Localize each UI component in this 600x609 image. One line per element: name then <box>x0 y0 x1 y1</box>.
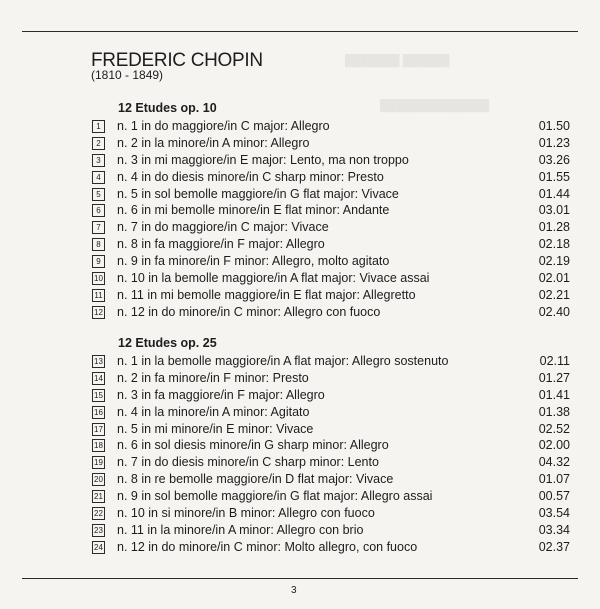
track-title: n. 1 in la bemolle maggiore/in A flat major: Allegro sostenuto <box>117 354 449 368</box>
track-number-box: 13 <box>92 355 105 368</box>
track-duration: 01.44 <box>538 186 570 201</box>
track-number-box: 18 <box>92 439 105 452</box>
track-title: n. 11 in la minore/in A minor: Allegro con brio <box>117 522 364 537</box>
track-number-box: 21 <box>92 490 105 503</box>
tracklist-op10 <box>92 118 570 321</box>
track-duration: 02.19 <box>538 254 570 269</box>
track-number-box: 5 <box>92 188 105 201</box>
track-title: n. 1 in do maggiore/in C major: Allegro <box>117 119 330 133</box>
track-row <box>92 404 570 421</box>
track-duration: 02.21 <box>538 287 570 302</box>
track-duration: 02.11 <box>539 354 570 368</box>
track-title: n. 2 in la minore/in A minor: Allegro <box>117 135 310 150</box>
track-duration: 02.37 <box>538 539 570 554</box>
track-duration: 02.18 <box>538 237 570 252</box>
track-number-box: 7 <box>92 221 105 234</box>
track-title: n. 2 in fa minore/in F minor: Presto <box>117 370 309 385</box>
track-duration: 01.27 <box>538 370 570 385</box>
track-title: n. 3 in fa maggiore/in F major: Allegro <box>117 387 325 402</box>
track-title: n. 7 in do diesis minore/in C sharp minor: Lento <box>117 455 379 470</box>
track-title: n. 8 in re bemolle maggiore/in D flat major: Vivace <box>117 472 394 487</box>
track-row <box>92 522 570 539</box>
show-through-text: ███████ ██████ <box>345 55 450 67</box>
track-row <box>92 186 570 203</box>
page-number: 3 <box>291 585 297 596</box>
track-row <box>92 287 570 304</box>
track-title: n. 9 in fa minore/in F minor: Allegro, molto agitato <box>117 254 390 269</box>
track-title: n. 9 in sol bemolle maggiore/in G flat major: Allegro assai <box>117 489 433 504</box>
track-duration: 01.38 <box>538 404 570 419</box>
track-row <box>92 270 570 287</box>
track-duration: 02.52 <box>538 421 570 436</box>
track-title: n. 12 in do minore/in C minor: Molto allegro, con fuoco <box>117 539 418 554</box>
track-row <box>92 421 570 438</box>
track-duration: 02.00 <box>538 438 570 453</box>
track-row <box>92 152 570 169</box>
track-row <box>92 370 570 387</box>
track-row <box>92 488 570 505</box>
track-row <box>92 304 570 321</box>
section-title-op25: 12 Etudes op. 25 <box>118 336 217 350</box>
show-through-text: ██████████████ <box>380 100 490 112</box>
track-number-box: 23 <box>92 524 105 537</box>
track-duration: 01.23 <box>538 135 570 150</box>
bottom-rule <box>22 578 578 579</box>
track-number-box: 4 <box>92 171 105 184</box>
track-row <box>92 454 570 471</box>
track-number-box: 12 <box>92 306 105 319</box>
track-duration: 00.57 <box>538 489 570 504</box>
track-title: n. 3 in mi maggiore/in E major: Lento, ma non troppo <box>117 152 409 167</box>
track-title: n. 7 in do maggiore/in C major: Vivace <box>117 220 329 235</box>
track-number-box: 19 <box>92 456 105 469</box>
track-duration: 01.55 <box>538 169 570 184</box>
track-row <box>92 118 570 135</box>
section-title-op10: 12 Etudes op. 10 <box>118 101 217 115</box>
track-duration: 01.41 <box>538 387 570 402</box>
track-title: n. 5 in mi minore/in E minor: Vivace <box>117 421 314 436</box>
track-number-box: 22 <box>92 507 105 520</box>
composer-dates: (1810 - 1849) <box>91 68 164 82</box>
track-row <box>92 236 570 253</box>
track-number-box: 16 <box>92 406 105 419</box>
track-number-box: 6 <box>92 204 105 217</box>
track-duration: 01.07 <box>538 472 570 487</box>
track-title: n. 5 in sol bemolle maggiore/in G flat major: Vivace <box>117 186 399 201</box>
track-number-box: 9 <box>92 255 105 268</box>
track-title: n. 11 in mi bemolle maggiore/in E flat major: Allegretto <box>117 287 416 302</box>
track-row <box>92 202 570 219</box>
track-title: n. 4 in la minore/in A minor: Agitato <box>117 404 310 419</box>
track-title: n. 6 in sol diesis minore/in G sharp minor: Allegro <box>117 438 389 453</box>
track-number-box: 14 <box>92 372 105 385</box>
track-duration: 04.32 <box>538 455 570 470</box>
track-title: n. 8 in fa maggiore/in F major: Allegro <box>117 237 325 252</box>
track-row <box>92 169 570 186</box>
tracklist-op25 <box>92 353 570 556</box>
track-number-box: 17 <box>92 423 105 436</box>
track-number-box: 8 <box>92 238 105 251</box>
track-row <box>92 135 570 152</box>
top-rule <box>22 31 578 32</box>
track-row <box>92 387 570 404</box>
track-duration: 03.54 <box>538 506 570 521</box>
track-row <box>92 437 570 454</box>
track-number-box: 20 <box>92 473 105 486</box>
track-duration: 03.01 <box>538 203 570 218</box>
track-row <box>92 539 570 556</box>
track-number-box: 1 <box>92 120 105 133</box>
track-number-box: 15 <box>92 389 105 402</box>
track-duration: 01.28 <box>538 220 570 235</box>
track-title: n. 12 in do minore/in C minor: Allegro con fuoco <box>117 304 381 319</box>
track-title: n. 10 in si minore/in B minor: Allegro con fuoco <box>117 506 375 521</box>
track-duration: 01.50 <box>538 119 570 133</box>
track-title: n. 10 in la bemolle maggiore/in A flat major: Vivace assai <box>117 271 430 286</box>
track-duration: 02.01 <box>538 271 570 286</box>
track-row <box>92 219 570 236</box>
track-duration: 03.26 <box>538 152 570 167</box>
track-duration: 03.34 <box>538 522 570 537</box>
track-duration: 02.40 <box>538 304 570 319</box>
track-row <box>92 353 570 370</box>
track-number-box: 2 <box>92 137 105 150</box>
track-row <box>92 471 570 488</box>
track-number-box: 11 <box>92 289 105 302</box>
track-row <box>92 505 570 522</box>
track-row <box>92 253 570 270</box>
track-title: n. 4 in do diesis minore/in C sharp minor: Presto <box>117 169 384 184</box>
track-number-box: 24 <box>92 541 105 554</box>
track-number-box: 10 <box>92 272 105 285</box>
track-title: n. 6 in mi bemolle minore/in E flat minor: Andante <box>117 203 390 218</box>
composer-name: FREDERIC CHOPIN <box>91 50 263 71</box>
track-number-box: 3 <box>92 154 105 167</box>
